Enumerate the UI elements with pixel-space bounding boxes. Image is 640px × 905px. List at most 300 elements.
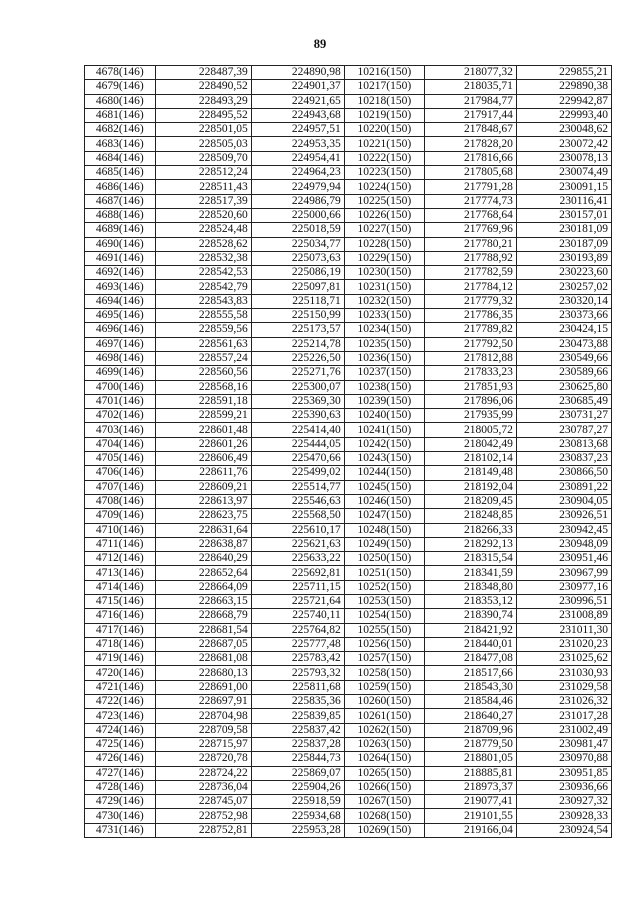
point-id-right-cell: 10248(150)	[344, 523, 424, 537]
x-coord-right-cell: 218543,30	[424, 680, 516, 694]
y-coord-right-cell: 230091,15	[516, 180, 611, 194]
y-coord-left-cell: 225839,85	[251, 709, 344, 723]
x-coord-right-cell: 218440,01	[424, 637, 516, 651]
y-coord-left-cell: 225097,81	[251, 280, 344, 294]
point-id-left-cell: 4719(146)	[85, 652, 156, 666]
point-id-right-cell: 10223(150)	[344, 166, 424, 180]
x-coord-right-cell: 218042,49	[424, 437, 516, 451]
table-row	[85, 337, 612, 351]
point-id-left-cell: 4688(146)	[85, 208, 156, 222]
y-coord-left-cell: 225692,81	[251, 566, 344, 580]
x-coord-left-cell: 228511,43	[155, 180, 251, 194]
table-row	[85, 523, 612, 537]
x-coord-left-cell: 228681,08	[155, 652, 251, 666]
y-coord-right-cell: 231017,28	[516, 709, 611, 723]
y-coord-right-cell: 230926,51	[516, 509, 611, 523]
y-coord-left-cell: 225869,07	[251, 766, 344, 780]
point-id-right-cell: 10249(150)	[344, 537, 424, 551]
point-id-right-cell: 10242(150)	[344, 437, 424, 451]
table-row	[85, 623, 612, 637]
x-coord-right-cell: 217917,44	[424, 108, 516, 122]
x-coord-left-cell: 228609,21	[155, 480, 251, 494]
table-row	[85, 366, 612, 380]
x-coord-right-cell: 217812,88	[424, 351, 516, 365]
x-coord-right-cell: 217848,67	[424, 123, 516, 137]
x-coord-left-cell: 228520,60	[155, 208, 251, 222]
table-row	[85, 494, 612, 508]
x-coord-left-cell: 228681,54	[155, 623, 251, 637]
y-coord-right-cell: 230942,45	[516, 523, 611, 537]
point-id-right-cell: 10224(150)	[344, 180, 424, 194]
table-row	[85, 266, 612, 280]
y-coord-right-cell: 231020,23	[516, 637, 611, 651]
y-coord-right-cell: 230549,66	[516, 351, 611, 365]
point-id-left-cell: 4691(146)	[85, 251, 156, 265]
x-coord-left-cell: 228709,58	[155, 723, 251, 737]
y-coord-right-cell: 230904,05	[516, 494, 611, 508]
point-id-right-cell: 10244(150)	[344, 466, 424, 480]
table-row	[85, 80, 612, 94]
x-coord-right-cell: 218390,74	[424, 609, 516, 623]
table-row	[85, 452, 612, 466]
table-row	[85, 380, 612, 394]
y-coord-right-cell: 230048,62	[516, 123, 611, 137]
table-row	[85, 437, 612, 451]
point-id-left-cell: 4705(146)	[85, 452, 156, 466]
x-coord-right-cell: 218077,32	[424, 66, 516, 80]
y-coord-left-cell: 225837,42	[251, 723, 344, 737]
point-id-right-cell: 10221(150)	[344, 137, 424, 151]
y-coord-right-cell: 231029,58	[516, 680, 611, 694]
point-id-left-cell: 4721(146)	[85, 680, 156, 694]
x-coord-left-cell: 228691,00	[155, 680, 251, 694]
x-coord-left-cell: 228724,22	[155, 766, 251, 780]
x-coord-left-cell: 228697,91	[155, 695, 251, 709]
point-id-right-cell: 10230(150)	[344, 266, 424, 280]
table-row	[85, 480, 612, 494]
y-coord-left-cell: 224953,35	[251, 137, 344, 151]
y-coord-right-cell: 230078,13	[516, 151, 611, 165]
y-coord-left-cell: 224890,98	[251, 66, 344, 80]
point-id-left-cell: 4717(146)	[85, 623, 156, 637]
point-id-left-cell: 4689(146)	[85, 223, 156, 237]
point-id-right-cell: 10261(150)	[344, 709, 424, 723]
point-id-left-cell: 4715(146)	[85, 594, 156, 608]
point-id-right-cell: 10232(150)	[344, 294, 424, 308]
point-id-left-cell: 4731(146)	[85, 823, 156, 837]
point-id-right-cell: 10228(150)	[344, 237, 424, 251]
x-coord-left-cell: 228512,24	[155, 166, 251, 180]
y-coord-left-cell: 225918,59	[251, 795, 344, 809]
x-coord-left-cell: 228752,81	[155, 823, 251, 837]
y-coord-right-cell: 231030,93	[516, 666, 611, 680]
table-row	[85, 709, 612, 723]
y-coord-left-cell: 225444,05	[251, 437, 344, 451]
point-id-right-cell: 10231(150)	[344, 280, 424, 294]
x-coord-left-cell: 228736,04	[155, 780, 251, 794]
coordinates-table-body	[85, 66, 612, 838]
x-coord-left-cell: 228543,83	[155, 294, 251, 308]
x-coord-right-cell: 217896,06	[424, 394, 516, 408]
point-id-right-cell: 10229(150)	[344, 251, 424, 265]
point-id-right-cell: 10235(150)	[344, 337, 424, 351]
table-row	[85, 323, 612, 337]
point-id-left-cell: 4707(146)	[85, 480, 156, 494]
point-id-left-cell: 4722(146)	[85, 695, 156, 709]
x-coord-right-cell: 217788,92	[424, 251, 516, 265]
point-id-left-cell: 4698(146)	[85, 351, 156, 365]
x-coord-left-cell: 228668,79	[155, 609, 251, 623]
y-coord-left-cell: 225793,32	[251, 666, 344, 680]
point-id-right-cell: 10220(150)	[344, 123, 424, 137]
x-coord-right-cell: 217792,50	[424, 337, 516, 351]
table-row	[85, 695, 612, 709]
table-row	[85, 66, 612, 80]
point-id-right-cell: 10257(150)	[344, 652, 424, 666]
point-id-right-cell: 10225(150)	[344, 194, 424, 208]
y-coord-left-cell: 225837,28	[251, 737, 344, 751]
point-id-right-cell: 10266(150)	[344, 780, 424, 794]
point-id-right-cell: 10264(150)	[344, 752, 424, 766]
y-coord-left-cell: 225764,82	[251, 623, 344, 637]
y-coord-left-cell: 225811,68	[251, 680, 344, 694]
y-coord-left-cell: 225150,99	[251, 309, 344, 323]
table-row	[85, 737, 612, 751]
point-id-left-cell: 4699(146)	[85, 366, 156, 380]
point-id-right-cell: 10267(150)	[344, 795, 424, 809]
y-coord-left-cell: 225470,66	[251, 452, 344, 466]
x-coord-right-cell: 218341,59	[424, 566, 516, 580]
y-coord-right-cell: 231026,32	[516, 695, 611, 709]
coordinates-table	[84, 65, 612, 838]
y-coord-right-cell: 230948,09	[516, 537, 611, 551]
y-coord-left-cell: 225844,73	[251, 752, 344, 766]
y-coord-right-cell: 229855,21	[516, 66, 611, 80]
x-coord-left-cell: 228704,98	[155, 709, 251, 723]
x-coord-left-cell: 228532,38	[155, 251, 251, 265]
y-coord-left-cell: 225271,76	[251, 366, 344, 380]
x-coord-right-cell: 218102,14	[424, 452, 516, 466]
y-coord-left-cell: 225300,07	[251, 380, 344, 394]
y-coord-right-cell: 230473,88	[516, 337, 611, 351]
point-id-right-cell: 10218(150)	[344, 94, 424, 108]
point-id-left-cell: 4690(146)	[85, 237, 156, 251]
point-id-left-cell: 4713(146)	[85, 566, 156, 580]
y-coord-left-cell: 224943,68	[251, 108, 344, 122]
point-id-left-cell: 4685(146)	[85, 166, 156, 180]
table-row	[85, 537, 612, 551]
y-coord-right-cell: 230181,09	[516, 223, 611, 237]
y-coord-left-cell: 225073,63	[251, 251, 344, 265]
point-id-left-cell: 4711(146)	[85, 537, 156, 551]
point-id-right-cell: 10226(150)	[344, 208, 424, 222]
x-coord-left-cell: 228640,29	[155, 552, 251, 566]
x-coord-left-cell: 228601,26	[155, 437, 251, 451]
x-coord-left-cell: 228720,78	[155, 752, 251, 766]
y-coord-left-cell: 224921,65	[251, 94, 344, 108]
y-coord-right-cell: 230685,49	[516, 394, 611, 408]
point-id-left-cell: 4725(146)	[85, 737, 156, 751]
y-coord-right-cell: 230928,33	[516, 809, 611, 823]
x-coord-left-cell: 228501,05	[155, 123, 251, 137]
table-row	[85, 795, 612, 809]
y-coord-left-cell: 224901,37	[251, 80, 344, 94]
y-coord-left-cell: 225953,28	[251, 823, 344, 837]
table-row	[85, 752, 612, 766]
y-coord-left-cell: 225414,40	[251, 423, 344, 437]
y-coord-right-cell: 230970,88	[516, 752, 611, 766]
y-coord-left-cell: 225086,19	[251, 266, 344, 280]
y-coord-right-cell: 230187,09	[516, 237, 611, 251]
x-coord-right-cell: 217779,32	[424, 294, 516, 308]
y-coord-left-cell: 225777,48	[251, 637, 344, 651]
point-id-right-cell: 10233(150)	[344, 309, 424, 323]
x-coord-left-cell: 228561,63	[155, 337, 251, 351]
table-row	[85, 351, 612, 365]
point-id-right-cell: 10262(150)	[344, 723, 424, 737]
table-row	[85, 594, 612, 608]
x-coord-left-cell: 228568,16	[155, 380, 251, 394]
table-row	[85, 552, 612, 566]
x-coord-right-cell: 217935,99	[424, 409, 516, 423]
x-coord-left-cell: 228509,70	[155, 151, 251, 165]
x-coord-right-cell: 217805,68	[424, 166, 516, 180]
table-row	[85, 652, 612, 666]
y-coord-left-cell: 224964,23	[251, 166, 344, 180]
y-coord-right-cell: 230193,89	[516, 251, 611, 265]
x-coord-right-cell: 217769,96	[424, 223, 516, 237]
x-coord-left-cell: 228542,79	[155, 280, 251, 294]
point-id-left-cell: 4712(146)	[85, 552, 156, 566]
x-coord-left-cell: 228606,49	[155, 452, 251, 466]
point-id-right-cell: 10246(150)	[344, 494, 424, 508]
x-coord-left-cell: 228664,09	[155, 580, 251, 594]
y-coord-right-cell: 230981,47	[516, 737, 611, 751]
y-coord-right-cell: 230977,16	[516, 580, 611, 594]
y-coord-right-cell: 230116,41	[516, 194, 611, 208]
table-row	[85, 294, 612, 308]
y-coord-right-cell: 230157,01	[516, 208, 611, 222]
y-coord-right-cell: 230951,46	[516, 552, 611, 566]
table-row	[85, 823, 612, 837]
point-id-left-cell: 4727(146)	[85, 766, 156, 780]
y-coord-right-cell: 230072,42	[516, 137, 611, 151]
point-id-left-cell: 4683(146)	[85, 137, 156, 151]
y-coord-left-cell: 225934,68	[251, 809, 344, 823]
point-id-right-cell: 10227(150)	[344, 223, 424, 237]
x-coord-right-cell: 218973,37	[424, 780, 516, 794]
table-row	[85, 137, 612, 151]
point-id-left-cell: 4704(146)	[85, 437, 156, 451]
point-id-left-cell: 4708(146)	[85, 494, 156, 508]
point-id-right-cell: 10216(150)	[344, 66, 424, 80]
point-id-right-cell: 10255(150)	[344, 623, 424, 637]
x-coord-right-cell: 218209,45	[424, 494, 516, 508]
point-id-left-cell: 4728(146)	[85, 780, 156, 794]
x-coord-right-cell: 218248,85	[424, 509, 516, 523]
table-row	[85, 151, 612, 165]
table-row	[85, 180, 612, 194]
point-id-right-cell: 10253(150)	[344, 594, 424, 608]
point-id-left-cell: 4679(146)	[85, 80, 156, 94]
x-coord-right-cell: 217784,12	[424, 280, 516, 294]
point-id-right-cell: 10245(150)	[344, 480, 424, 494]
point-id-left-cell: 4682(146)	[85, 123, 156, 137]
x-coord-left-cell: 228495,52	[155, 108, 251, 122]
y-coord-left-cell: 225621,63	[251, 537, 344, 551]
x-coord-left-cell: 228524,48	[155, 223, 251, 237]
point-id-left-cell: 4680(146)	[85, 94, 156, 108]
point-id-right-cell: 10219(150)	[344, 108, 424, 122]
table-row	[85, 194, 612, 208]
table-row	[85, 509, 612, 523]
x-coord-left-cell: 228555,58	[155, 309, 251, 323]
y-coord-right-cell: 230924,54	[516, 823, 611, 837]
x-coord-right-cell: 217768,64	[424, 208, 516, 222]
y-coord-left-cell: 224957,51	[251, 123, 344, 137]
x-coord-right-cell: 218266,33	[424, 523, 516, 537]
point-id-right-cell: 10241(150)	[344, 423, 424, 437]
point-id-right-cell: 10258(150)	[344, 666, 424, 680]
x-coord-right-cell: 217833,23	[424, 366, 516, 380]
table-row	[85, 223, 612, 237]
table-row	[85, 637, 612, 651]
y-coord-left-cell: 225173,57	[251, 323, 344, 337]
y-coord-left-cell: 225000,66	[251, 208, 344, 222]
point-id-left-cell: 4681(146)	[85, 108, 156, 122]
table-row	[85, 108, 612, 122]
point-id-right-cell: 10239(150)	[344, 394, 424, 408]
table-row	[85, 423, 612, 437]
point-id-left-cell: 4695(146)	[85, 309, 156, 323]
table-row	[85, 309, 612, 323]
x-coord-left-cell: 228623,75	[155, 509, 251, 523]
x-coord-left-cell: 228687,05	[155, 637, 251, 651]
table-row	[85, 723, 612, 737]
y-coord-left-cell: 224954,41	[251, 151, 344, 165]
point-id-left-cell: 4702(146)	[85, 409, 156, 423]
x-coord-left-cell: 228663,15	[155, 594, 251, 608]
x-coord-left-cell: 228680,13	[155, 666, 251, 680]
point-id-right-cell: 10243(150)	[344, 452, 424, 466]
x-coord-right-cell: 218353,12	[424, 594, 516, 608]
y-coord-left-cell: 225633,22	[251, 552, 344, 566]
x-coord-right-cell: 217774,73	[424, 194, 516, 208]
point-id-right-cell: 10268(150)	[344, 809, 424, 823]
x-coord-left-cell: 228542,53	[155, 266, 251, 280]
point-id-left-cell: 4718(146)	[85, 637, 156, 651]
point-id-right-cell: 10247(150)	[344, 509, 424, 523]
x-coord-right-cell: 219101,55	[424, 809, 516, 823]
table-row	[85, 94, 612, 108]
x-coord-left-cell: 228517,39	[155, 194, 251, 208]
x-coord-left-cell: 228631,64	[155, 523, 251, 537]
x-coord-left-cell: 228528,62	[155, 237, 251, 251]
y-coord-left-cell: 225835,36	[251, 695, 344, 709]
table-row	[85, 680, 612, 694]
point-id-right-cell: 10222(150)	[344, 151, 424, 165]
point-id-right-cell: 10250(150)	[344, 552, 424, 566]
y-coord-right-cell: 230731,27	[516, 409, 611, 423]
point-id-left-cell: 4697(146)	[85, 337, 156, 351]
point-id-left-cell: 4686(146)	[85, 180, 156, 194]
y-coord-right-cell: 230866,50	[516, 466, 611, 480]
point-id-left-cell: 4730(146)	[85, 809, 156, 823]
point-id-left-cell: 4729(146)	[85, 795, 156, 809]
table-row	[85, 666, 612, 680]
point-id-left-cell: 4703(146)	[85, 423, 156, 437]
x-coord-left-cell: 228611,76	[155, 466, 251, 480]
point-id-right-cell: 10269(150)	[344, 823, 424, 837]
x-coord-right-cell: 218315,54	[424, 552, 516, 566]
x-coord-right-cell: 217789,82	[424, 323, 516, 337]
y-coord-right-cell: 230813,68	[516, 437, 611, 451]
y-coord-left-cell: 225390,63	[251, 409, 344, 423]
y-coord-left-cell: 225018,59	[251, 223, 344, 237]
point-id-right-cell: 10236(150)	[344, 351, 424, 365]
x-coord-left-cell: 228557,24	[155, 351, 251, 365]
x-coord-left-cell: 228559,56	[155, 323, 251, 337]
point-id-right-cell: 10252(150)	[344, 580, 424, 594]
x-coord-right-cell: 218801,05	[424, 752, 516, 766]
x-coord-right-cell: 217786,35	[424, 309, 516, 323]
y-coord-left-cell: 225711,15	[251, 580, 344, 594]
x-coord-right-cell: 218709,96	[424, 723, 516, 737]
x-coord-right-cell: 218005,72	[424, 423, 516, 437]
point-id-right-cell: 10217(150)	[344, 80, 424, 94]
x-coord-left-cell: 228715,97	[155, 737, 251, 751]
x-coord-left-cell: 228745,07	[155, 795, 251, 809]
x-coord-right-cell: 217828,20	[424, 137, 516, 151]
y-coord-right-cell: 230927,32	[516, 795, 611, 809]
x-coord-right-cell: 219077,41	[424, 795, 516, 809]
point-id-left-cell: 4716(146)	[85, 609, 156, 623]
y-coord-left-cell: 225721,64	[251, 594, 344, 608]
point-id-right-cell: 10240(150)	[344, 409, 424, 423]
point-id-left-cell: 4694(146)	[85, 294, 156, 308]
y-coord-right-cell: 231002,49	[516, 723, 611, 737]
x-coord-right-cell: 219166,04	[424, 823, 516, 837]
y-coord-right-cell: 229890,38	[516, 80, 611, 94]
x-coord-right-cell: 218035,71	[424, 80, 516, 94]
x-coord-left-cell: 228591,18	[155, 394, 251, 408]
table-row	[85, 780, 612, 794]
table-row	[85, 580, 612, 594]
y-coord-left-cell: 225568,50	[251, 509, 344, 523]
x-coord-right-cell: 218292,13	[424, 537, 516, 551]
point-id-left-cell: 4720(146)	[85, 666, 156, 680]
y-coord-right-cell: 230837,23	[516, 452, 611, 466]
table-row	[85, 394, 612, 408]
x-coord-right-cell: 218348,80	[424, 580, 516, 594]
y-coord-left-cell: 224986,79	[251, 194, 344, 208]
x-coord-right-cell: 217782,59	[424, 266, 516, 280]
y-coord-left-cell: 225783,42	[251, 652, 344, 666]
point-id-right-cell: 10260(150)	[344, 695, 424, 709]
point-id-left-cell: 4700(146)	[85, 380, 156, 394]
y-coord-right-cell: 230891,22	[516, 480, 611, 494]
x-coord-right-cell: 218584,46	[424, 695, 516, 709]
y-coord-right-cell: 230967,99	[516, 566, 611, 580]
point-id-left-cell: 4723(146)	[85, 709, 156, 723]
x-coord-left-cell: 228490,52	[155, 80, 251, 94]
x-coord-right-cell: 218421,92	[424, 623, 516, 637]
y-coord-right-cell: 230257,02	[516, 280, 611, 294]
point-id-right-cell: 10265(150)	[344, 766, 424, 780]
point-id-right-cell: 10251(150)	[344, 566, 424, 580]
y-coord-right-cell: 230223,60	[516, 266, 611, 280]
x-coord-left-cell: 228505,03	[155, 137, 251, 151]
